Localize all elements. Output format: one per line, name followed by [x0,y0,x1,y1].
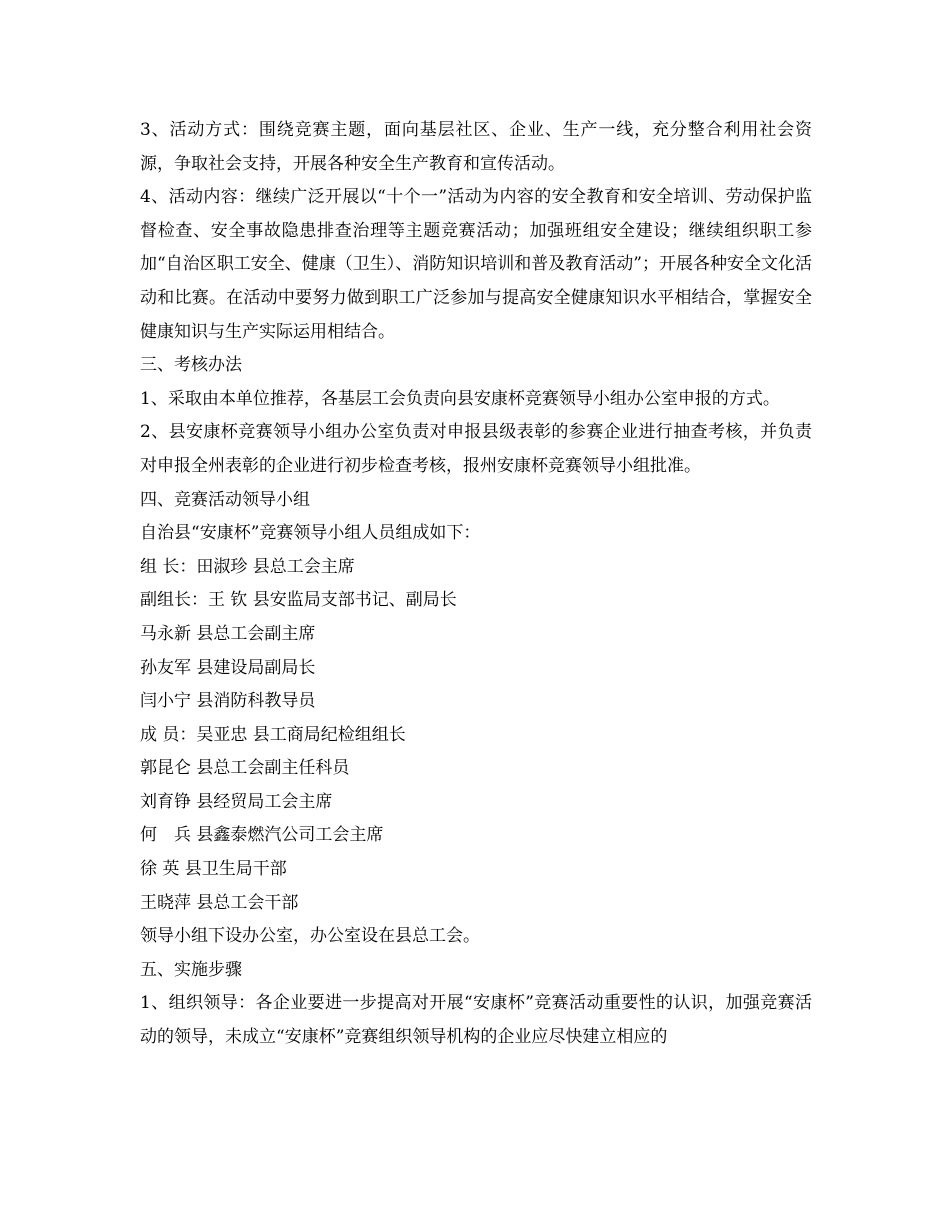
paragraph-assessment-2: 2、县安康杯竞赛领导小组办公室负责对申报县级表彰的参赛企业进行抽查考核，并负责对申报全州表彰的企业进行初步检查考核，报州安康杯竞赛领导小组批准。 [140,422,812,476]
paragraph-assessment-1: 1、采取由本单位推荐，各基层工会负责向县安康杯竞赛领导小组办公室申报的方式。 [140,388,780,409]
member-line-deputy-4: 闫小宁 县消防科教导员 [140,691,316,712]
section-heading-leadership-group: 四、竞赛活动领导小组 [140,489,310,510]
member-line-member-3: 刘育铮 县经贸局工会主席 [140,791,333,812]
member-line-deputy-3: 孙友军 县建设局副局长 [140,657,316,678]
paragraph-office-setup: 领导小组下设办公室，办公室设在县总工会。 [140,926,480,947]
member-line-member-2: 郭昆仑 县总工会副主任科员 [140,758,350,779]
paragraph-activity-content: 4、活动内容：继续广泛开展以“十个一”活动为内容的安全教育和安全培训、劳动保护监督检查、安全事故隐患排查治理等主题竞赛活动；加强班组安全建设；继续组织职工参加“自治区职工安全、健康（卫生）、消防知识培训和普及教育活动”；开展各种安全文化活动和比赛。在活动中要努力做到职工广泛参加与提高安全健康知识水平相结合，掌握安全健康知识与生产实际运用相结合。 [140,187,812,342]
member-line-members: 成 员：吴亚忠 县工商局纪检组组长 [140,724,406,745]
section-heading-implementation: 五、实施步骤 [140,959,242,980]
paragraph-organization: 1、组织领导：各企业要进一步提高对开展“安康杯”竞赛活动重要性的认识，加强竞赛活动的领导，未成立“安康杯”竞赛组织领导机构的企业应尽快建立相应的 [140,993,812,1048]
document-body [140,114,812,1055]
paragraph-activity-method: 3、活动方式：围绕竞赛主题，面向基层社区、企业、生产一线，充分整合利用社会资源，争取社会支持，开展各种安全生产教育和宣传活动。 [140,120,812,174]
member-line-deputy-leader: 副组长：王 钦 县安监局支部书记、副局长 [140,590,457,611]
paragraph-group-intro: 自治县“安康杯”竞赛领导小组人员组成如下： [140,523,481,544]
member-line-member-6: 王晓萍 县总工会干部 [140,892,299,913]
section-heading-assessment: 三、考核办法 [140,355,242,376]
member-line-member-5: 徐 英 县卫生局干部 [140,859,287,880]
member-line-leader: 组 长：田淑珍 县总工会主席 [140,556,355,577]
member-line-member-4: 何 兵 县鑫泰燃汽公司工会主席 [140,825,384,846]
member-line-deputy-2: 马永新 县总工会副主席 [140,623,316,644]
